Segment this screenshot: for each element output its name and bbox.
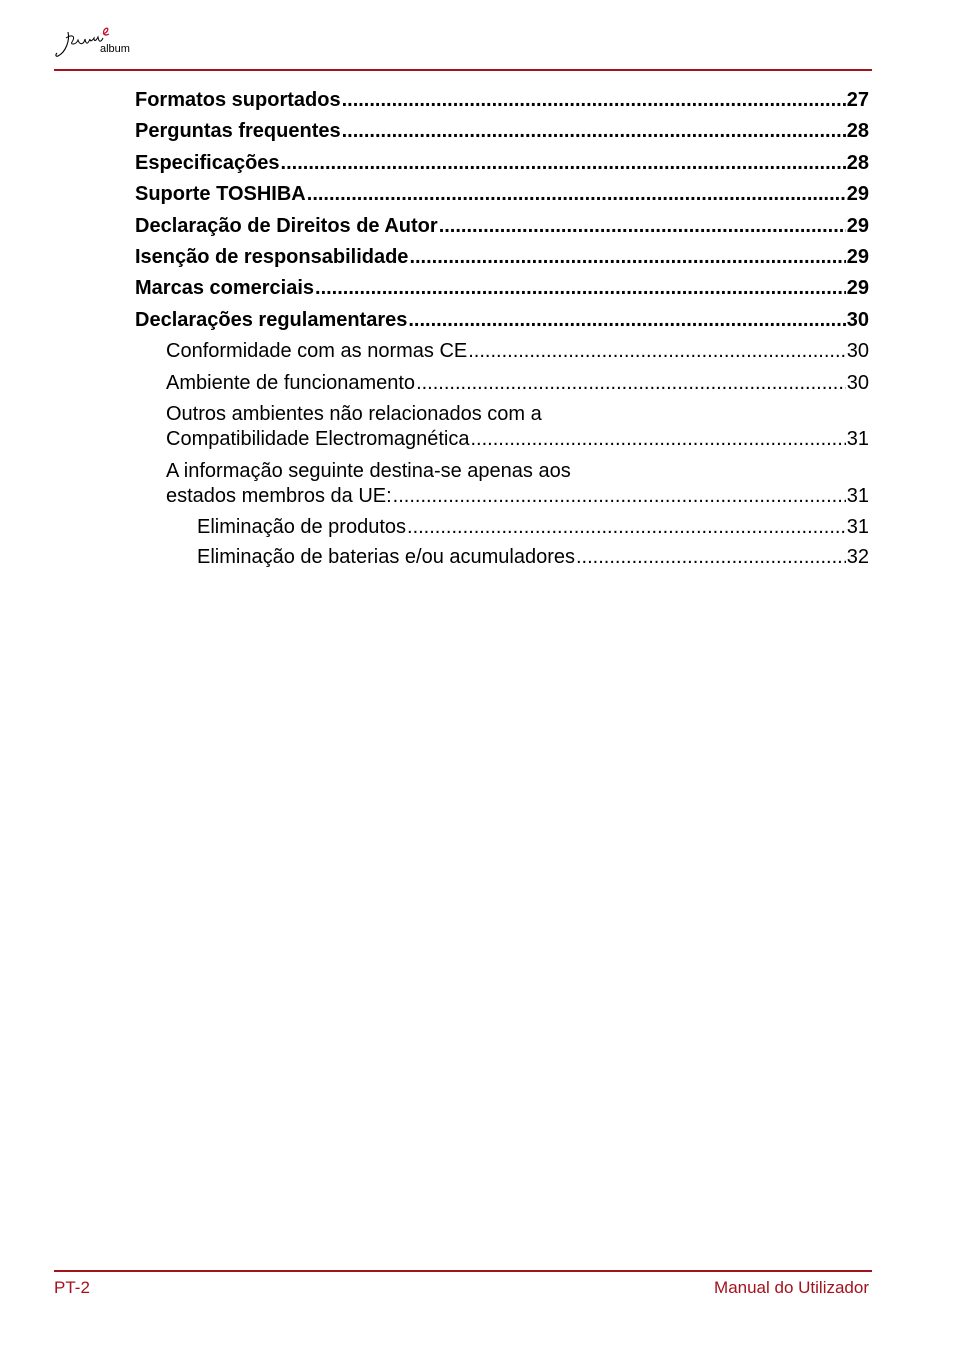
- toc-dot-leader: [342, 119, 846, 144]
- toc-entry-page: 31: [846, 485, 869, 508]
- toc-dot-leader: [307, 182, 846, 207]
- toc-dot-leader: [315, 276, 846, 301]
- toc-entry-title: Eliminação de baterias e/ou acumuladores: [197, 545, 575, 568]
- journe-album-logo: [54, 24, 164, 64]
- toc-dot-leader: [342, 88, 846, 113]
- table-of-contents: [135, 86, 869, 572]
- toc-sub-sub-entry[interactable]: [135, 543, 869, 573]
- toc-entry-title: Ambiente de funcionamento: [166, 371, 416, 394]
- logo-sub-text: album: [100, 43, 130, 55]
- footer-manual-title: Manual do Utilizador: [714, 1278, 869, 1297]
- toc-entry[interactable]: [135, 180, 869, 211]
- toc-dot-leader: [408, 308, 845, 333]
- toc-entry[interactable]: [135, 306, 869, 337]
- toc-entry-page: 31: [846, 427, 869, 450]
- toc-sub-entry-multiline[interactable]: [135, 400, 869, 457]
- toc-entry-line2: [166, 427, 869, 452]
- toc-entry-title-line1: A informação seguinte destina-se apenas aos: [166, 460, 571, 483]
- toc-entry-page: 27: [846, 89, 869, 111]
- toc-entry-page: 28: [846, 120, 869, 143]
- toc-dot-leader: [407, 515, 846, 540]
- toc-dot-leader: [281, 151, 846, 176]
- toc-sub-sub-entry[interactable]: [135, 513, 869, 543]
- toc-sub-entry[interactable]: [135, 369, 869, 400]
- toc-entry-page: 30: [846, 340, 869, 363]
- toc-dot-leader: [576, 545, 846, 570]
- toc-entry[interactable]: [135, 212, 869, 243]
- toc-entry-page: 29: [846, 277, 869, 300]
- toc-entry-page: 29: [846, 183, 869, 206]
- toc-entry-page: 30: [846, 371, 869, 394]
- footer-page-label: PT-2: [54, 1278, 90, 1297]
- toc-entry-page: 28: [846, 151, 869, 174]
- toc-entry-title: Formatos suportados: [135, 89, 341, 111]
- toc-dot-leader: [416, 371, 846, 396]
- toc-dot-leader: [409, 245, 845, 270]
- toc-entry[interactable]: [135, 117, 869, 148]
- toc-dot-leader: [471, 427, 846, 452]
- toc-dot-leader: [439, 214, 846, 239]
- toc-entry-title-line2: Compatibilidade Electromagnética: [166, 427, 470, 450]
- header-rule: [54, 69, 872, 71]
- toc-entry[interactable]: [135, 86, 869, 117]
- toc-sub-entry[interactable]: [135, 337, 869, 368]
- toc-entry[interactable]: [135, 149, 869, 180]
- toc-entry-page: 30: [846, 308, 869, 331]
- toc-entry-page: 29: [846, 214, 869, 237]
- toc-entry-title: Marcas comerciais: [135, 277, 315, 300]
- toc-entry[interactable]: [135, 274, 869, 305]
- toc-entry-page: 29: [846, 245, 869, 268]
- toc-dot-leader: [393, 484, 846, 509]
- toc-entry-title: Declarações regulamentares: [135, 308, 408, 331]
- toc-sub-entry-multiline[interactable]: [135, 457, 869, 513]
- toc-entry[interactable]: [135, 243, 869, 274]
- toc-entry-title: Declaração de Direitos de Autor: [135, 214, 438, 237]
- toc-entry-title-line2: estados membros da UE:: [166, 485, 392, 508]
- footer-rule: [54, 1270, 872, 1272]
- toc-entry-title: Conformidade com as normas CE: [166, 340, 468, 363]
- toc-dot-leader: [468, 339, 846, 364]
- toc-entry-page: 32: [846, 545, 869, 568]
- toc-entry-title: Isenção de responsabilidade: [135, 245, 409, 268]
- toc-entry-title: Especificações: [135, 151, 280, 174]
- toc-entry-title: Eliminação de produtos: [197, 516, 407, 539]
- toc-entry-title-line1: Outros ambientes não relacionados com a: [166, 402, 542, 425]
- toc-entry-title: Suporte TOSHIBA: [135, 183, 306, 206]
- toc-entry-line2: [166, 484, 869, 509]
- toc-entry-title: Perguntas frequentes: [135, 120, 341, 143]
- toc-entry-page: 31: [846, 516, 869, 539]
- logo-graphic: [54, 24, 164, 64]
